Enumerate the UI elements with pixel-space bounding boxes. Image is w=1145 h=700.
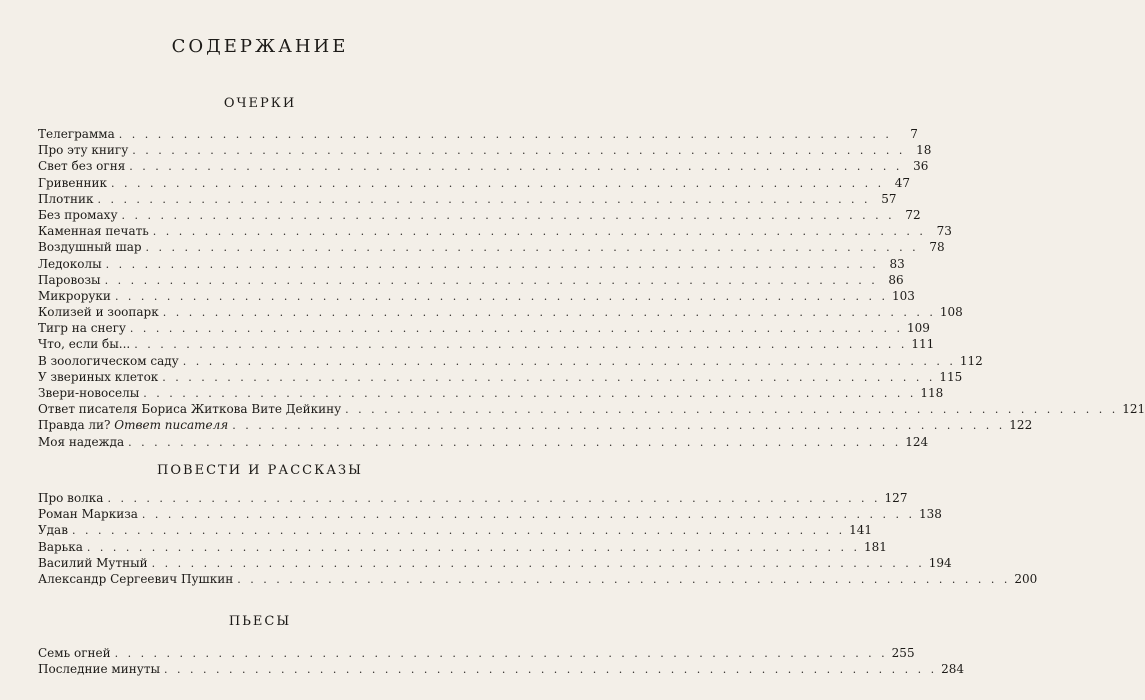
- toc-entry-page-number: 284: [941, 662, 965, 677]
- toc-entry-title-text: Гривенник: [38, 175, 107, 190]
- toc-entry-page-number: 83: [889, 256, 905, 271]
- dot-leader: . . . . . . . . . . . . . . . . . . . . . . . . . . . . . . . . . . . . . . . . . . . . . . . . . . . . . . . . . . . .: [232, 419, 1006, 433]
- toc-entry: [38, 175, 911, 191]
- dot-leader: . . . . . . . . . . . . . . . . . . . . . . . . . . . . . . . . . . . . . . . . . . . . . . . . . . . . . . . . . . . .: [114, 289, 889, 303]
- toc-entry-title-text: Тигр на снегу: [38, 321, 126, 336]
- toc-list-plays: [38, 645, 965, 677]
- toc-entry: [38, 207, 921, 223]
- toc-entry: [38, 490, 908, 506]
- toc-entry-title: [38, 490, 103, 506]
- toc-entry-title-text: Паровозы: [38, 272, 101, 287]
- dot-leader: . . . . . . . . . . . . . . . . . . . . . . . . . . . . . . . . . . . . . . . . . . . . . . . . . . . . . . . . . . . .: [104, 273, 878, 287]
- toc-entry: [38, 645, 915, 661]
- toc-entry-page-number: 73: [936, 224, 952, 239]
- dot-leader: . . . . . . . . . . . . . . . . . . . . . . . . . . . . . . . . . . . . . . . . . . . . . . . . . . . . . . . . . . . .: [182, 354, 956, 368]
- page-title: СОДЕРЖАНИЕ: [171, 36, 349, 57]
- toc-list-stories: [38, 490, 1038, 587]
- toc-entry-page-number: 111: [911, 337, 935, 352]
- toc-entry-title-text: Что, если бы...: [38, 337, 131, 352]
- toc-entry: [38, 223, 952, 239]
- toc-entry-page-number: 194: [928, 555, 952, 570]
- toc-entry-title-text: Плотник: [38, 191, 94, 206]
- toc-entry: [38, 142, 932, 158]
- toc-entry-page-number: 109: [907, 321, 930, 336]
- toc-entry: [38, 571, 1038, 587]
- toc-entry-title-text: Каменная печать: [38, 224, 149, 239]
- toc-entry-title-text: У звериных клеток: [38, 369, 159, 384]
- toc-entry-page-number: 181: [863, 539, 887, 554]
- toc-entry: [38, 539, 887, 555]
- dot-leader: . . . . . . . . . . . . . . . . . . . . . . . . . . . . . . . . . . . . . . . . . . . . . . . . . . . . . . . . . . . .: [145, 241, 919, 255]
- toc-entry-title-text: Про волка: [38, 491, 104, 505]
- section-heading-stories: ПОВЕСТИ И РАССКАЗЫ: [157, 463, 363, 478]
- toc-entry-title-text: Удав: [38, 523, 68, 538]
- toc-entry: [38, 304, 963, 320]
- dot-leader: . . . . . . . . . . . . . . . . . . . . . . . . . . . . . . . . . . . . . . . . . . . . . . . . . . . . . . . . . . . .: [237, 572, 1011, 586]
- toc-entry-title: [38, 385, 139, 401]
- toc-entry: [38, 661, 965, 677]
- dot-leader: . . . . . . . . . . . . . . . . . . . . . . . . . . . . . . . . . . . . . . . . . . . . . . . . . . . . . . . . . . . .: [110, 176, 885, 190]
- toc-entry: [38, 417, 1033, 433]
- toc-entry-title: [38, 175, 107, 191]
- dot-leader: . . . . . . . . . . . . . . . . . . . . . . . . . . . . . . . . . . . . . . . . . . . . . . . . . . . . . . . . . . . .: [71, 524, 846, 538]
- toc-entry-page-number: 122: [1009, 418, 1033, 433]
- toc-entry-page-number: 108: [939, 305, 963, 320]
- dot-leader: . . . . . . . . . . . . . . . . . . . . . . . . . . . . . . . . . . . . . . . . . . . . . . . . . . . . . . . . . . . .: [132, 144, 906, 158]
- toc-entry-title-text: Последние минуты: [38, 662, 161, 677]
- toc-entry-title: [38, 272, 101, 288]
- toc-entry: [38, 158, 929, 174]
- toc-entry-title-text: Воздушный шар: [38, 240, 142, 255]
- toc-entry-title-text: Микроруки: [38, 288, 111, 303]
- toc-entry-title-text: Василий Мутный: [38, 555, 148, 570]
- dot-leader: . . . . . . . . . . . . . . . . . . . . . . . . . . . . . . . . . . . . . . . . . . . . . . . . . . . . . . . . . . . .: [121, 208, 895, 222]
- dot-leader: . . . . . . . . . . . . . . . . . . . . . . . . . . . . . . . . . . . . . . . . . . . . . . . . . . . . . . . . . . . .: [86, 540, 860, 554]
- toc-entry-title: [38, 539, 83, 555]
- toc-entry: [38, 272, 904, 288]
- toc-entry-page-number: 36: [913, 159, 929, 174]
- toc-list-essays: [38, 126, 1145, 450]
- toc-entry-title: [38, 661, 160, 677]
- dot-leader: . . . . . . . . . . . . . . . . . . . . . . . . . . . . . . . . . . . . . . . . . . . . . . . . . . . . . . . . . . . .: [141, 508, 916, 522]
- dot-leader: . . . . . . . . . . . . . . . . . . . . . . . . . . . . . . . . . . . . . . . . . . . . . . . . . . . . . . . . . . . .: [97, 192, 871, 206]
- toc-entry-subtitle: Ответ писателя: [114, 418, 229, 433]
- toc-entry: [38, 434, 929, 450]
- dot-leader: . . . . . . . . . . . . . . . . . . . . . . . . . . . . . . . . . . . . . . . . . . . . . . . . . . . . . . . . . . . .: [162, 370, 936, 384]
- toc-entry: [38, 522, 872, 538]
- toc-entry: [38, 191, 897, 207]
- toc-entry-title-text: Ледоколы: [38, 256, 102, 271]
- toc-entry-title: [38, 207, 118, 223]
- toc-entry-page-number: 7: [910, 127, 918, 141]
- dot-leader: . . . . . . . . . . . . . . . . . . . . . . . . . . . . . . . . . . . . . . . . . . . . . . . . . . . . . . . . . . . .: [129, 322, 904, 336]
- toc-entry-page-number: 127: [884, 491, 908, 505]
- toc-entry: [38, 555, 952, 571]
- toc-entry-page-number: 115: [939, 369, 963, 384]
- toc-entry: [38, 385, 944, 401]
- dot-leader: . . . . . . . . . . . . . . . . . . . . . . . . . . . . . . . . . . . . . . . . . . . . . . . . . . . . . . . . . . . .: [151, 556, 925, 570]
- section-heading-plays: ПЬЕСЫ: [228, 614, 292, 629]
- toc-entry-page-number: 72: [905, 207, 921, 222]
- toc-entry-title: [38, 506, 138, 522]
- dot-leader: . . . . . . . . . . . . . . . . . . . . . . . . . . . . . . . . . . . . . . . . . . . . . . . . . . . . . . . . . . . .: [118, 128, 892, 141]
- dot-leader: . . . . . . . . . . . . . . . . . . . . . . . . . . . . . . . . . . . . . . . . . . . . . . . . . . . . . . . . . . . .: [345, 403, 1119, 417]
- toc-entry: [38, 239, 945, 255]
- toc-entry-title-text: Александр Сергеевич Пушкин: [38, 571, 234, 586]
- toc-entry-title-text: Звери-новоселы: [38, 386, 140, 400]
- toc-entry-title-text: Ответ писателя Бориса Житкова Вите Дейкину: [38, 402, 342, 417]
- toc-entry: [38, 256, 905, 272]
- toc-entry-title-text: Варька: [38, 539, 83, 554]
- toc-entry-page-number: 255: [891, 646, 915, 660]
- toc-entry-title-text: Без промаху: [38, 207, 118, 222]
- toc-entry: [38, 288, 915, 304]
- toc-entry-title-text: Колизей и зоопарк: [38, 305, 159, 320]
- toc-entry-title: [38, 571, 233, 587]
- toc-entry-title: [38, 223, 149, 239]
- dot-leader: . . . . . . . . . . . . . . . . . . . . . . . . . . . . . . . . . . . . . . . . . . . . . . . . . . . . . . . . . . . .: [143, 387, 917, 400]
- toc-entry: [38, 336, 935, 352]
- toc-entry-title-text: Моя надежда: [38, 434, 125, 449]
- toc-entry-title: [38, 353, 179, 369]
- dot-leader: . . . . . . . . . . . . . . . . . . . . . . . . . . . . . . . . . . . . . . . . . . . . . . . . . . . . . . . . . . . .: [152, 225, 926, 239]
- toc-entry-page-number: 121: [1122, 402, 1145, 417]
- dot-leader: . . . . . . . . . . . . . . . . . . . . . . . . . . . . . . . . . . . . . . . . . . . . . . . . . . . . . . . . . . . .: [105, 257, 879, 271]
- toc-entry-title: [38, 304, 159, 320]
- toc-entry: [38, 401, 1145, 417]
- toc-entry-title: [38, 142, 128, 158]
- dot-leader: . . . . . . . . . . . . . . . . . . . . . . . . . . . . . . . . . . . . . . . . . . . . . . . . . . . . . . . . . . . .: [134, 338, 908, 352]
- toc-entry-title-text: В зоологическом саду: [38, 353, 179, 368]
- toc-entry: [38, 320, 930, 336]
- toc-entry-page-number: 200: [1014, 571, 1038, 586]
- toc-entry-title: [38, 239, 142, 255]
- toc-entry-title: [38, 336, 130, 352]
- toc-entry: [38, 353, 983, 369]
- toc-entry-title: [38, 434, 124, 450]
- dot-leader: . . . . . . . . . . . . . . . . . . . . . . . . . . . . . . . . . . . . . . . . . . . . . . . . . . . . . . . . . . . .: [162, 306, 936, 320]
- toc-entry-title: [38, 401, 341, 417]
- toc-entry-title: [38, 555, 148, 571]
- toc-entry-page-number: 86: [888, 272, 904, 287]
- section-heading-essays: ОЧЕРКИ: [223, 96, 297, 111]
- toc-entry-title: [38, 320, 126, 336]
- toc-entry-title: [38, 158, 125, 174]
- toc-entry-page-number: 118: [920, 386, 944, 400]
- toc-entry-title: [38, 522, 68, 538]
- toc-entry-title: [38, 126, 115, 142]
- toc-entry-page-number: 124: [905, 434, 929, 449]
- toc-entry-title: [38, 645, 111, 661]
- toc-entry-page-number: 138: [919, 507, 942, 522]
- toc-entry-title-text: Про эту книгу: [38, 143, 129, 158]
- toc-entry-page-number: 103: [892, 288, 915, 303]
- toc-entry-title-text: Семь огней: [38, 646, 111, 660]
- toc-entry-page-number: 47: [894, 175, 911, 190]
- toc-entry: [38, 126, 918, 142]
- toc-entry-title: [38, 191, 93, 207]
- toc-entry-title: [38, 256, 102, 272]
- toc-entry-title: [38, 369, 158, 385]
- toc-entry: [38, 369, 963, 385]
- toc-entry-title: [38, 288, 111, 304]
- dot-leader: . . . . . . . . . . . . . . . . . . . . . . . . . . . . . . . . . . . . . . . . . . . . . . . . . . . . . . . . . . . .: [107, 492, 881, 505]
- dot-leader: . . . . . . . . . . . . . . . . . . . . . . . . . . . . . . . . . . . . . . . . . . . . . . . . . . . . . . . . . . . .: [129, 160, 903, 174]
- toc-entry-title-text: Свет без огня: [38, 159, 126, 174]
- toc-entry-title-text: Роман Маркиза: [38, 507, 138, 522]
- toc-entry: [38, 506, 942, 522]
- toc-entry-page-number: 141: [849, 523, 872, 538]
- toc-entry-title-text: Правда ли?: [38, 418, 111, 433]
- dot-leader: . . . . . . . . . . . . . . . . . . . . . . . . . . . . . . . . . . . . . . . . . . . . . . . . . . . . . . . . . . . .: [128, 435, 902, 449]
- toc-entry-title-text: Телеграмма: [38, 127, 115, 141]
- toc-entry-title: [38, 417, 228, 433]
- toc-entry-page-number: 78: [929, 240, 945, 255]
- toc-entry-page-number: 18: [916, 143, 932, 158]
- toc-entry-page-number: 57: [881, 191, 897, 206]
- toc-entry-page-number: 112: [959, 353, 983, 368]
- dot-leader: . . . . . . . . . . . . . . . . . . . . . . . . . . . . . . . . . . . . . . . . . . . . . . . . . . . . . . . . . . . .: [114, 647, 888, 660]
- dot-leader: . . . . . . . . . . . . . . . . . . . . . . . . . . . . . . . . . . . . . . . . . . . . . . . . . . . . . . . . . . . .: [164, 663, 938, 677]
